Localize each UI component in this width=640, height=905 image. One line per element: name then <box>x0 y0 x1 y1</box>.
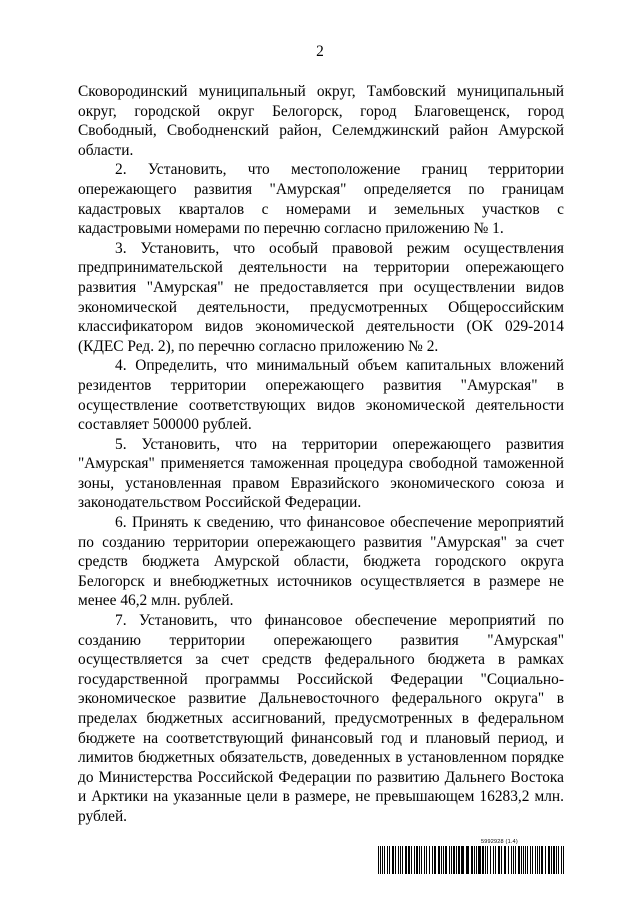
paragraph-item-7: 7. Установить, что финансовое обеспечение мероприятий по созданию территории опережающего развития "Амурская" осуществляется за счет средств федерального бюджета в рамках государственной программы Российской Федерации "Социально-экономическое развитие Дальневосточного федерального округа" в пределах бюджетных ассигнований, предусмотренных в федеральном бюджете на соответствующий финансовый год и плановый период, и лимитов бюджетных обязательств, доведенных в установленном порядке до Министерства Российской Федерации по развитию Дальнего Востока и Арктики на указанные цели в размере, не превышающем 16283,2 млн. рублей. <box>78 612 564 825</box>
paragraph-item-6: 6. Принять к сведению, что финансовое обеспечение мероприятий по созданию территории опережающего развития "Амурская" за счет средств бюджета Амурской области, бюджета городского округа Белогорск и внебюджетных источников осуществляется в размере не менее 46,2 млн. рублей. <box>78 514 564 610</box>
barcode-icon <box>378 846 564 874</box>
document-body <box>78 82 564 827</box>
page-number: 2 <box>316 43 324 60</box>
paragraph-continuation: Сковородинский муниципальный округ, Тамбовский муниципальный округ, городской округ Белогорск, город Благовещенск, город Свободный, Свободненский район, Селемджинский район Амурской области. <box>78 83 564 159</box>
paragraph-item-4: 4. Определить, что минимальный объем капитальных вложений резидентов территории опережающего развития "Амурская" в осуществление соответствующих видов экономической деятельности составляет 500000 рублей. <box>78 357 564 434</box>
paragraph-item-2: 2. Установить, что местоположение границ территории опережающего развития "Амурская" определяется по границам кадастровых кварталов с номерами и земельных участков с кадастровыми номерами по перечню согласно приложению № 1. <box>78 161 564 238</box>
paragraph-item-5: 5. Установить, что на территории опережающего развития "Амурская" применяется таможенная процедура свободной таможенной зоны, установленная правом Евразийского экономического союза и законодательством Российской Федерации. <box>78 435 564 512</box>
paragraph-item-3: 3. Установить, что особый правовой режим осуществления предпринимательской деятельности на территории опережающего развития "Амурская" не предоставляется при осуществлении видов экономической деятельности, предусмотренных Общероссийским классификатором видов экономической деятельности (ОК 029-2014 (КДЕС Ред. 2), по перечню согласно приложению № 2. <box>78 239 564 355</box>
document-code: 5992928 (1.4) <box>481 839 518 845</box>
